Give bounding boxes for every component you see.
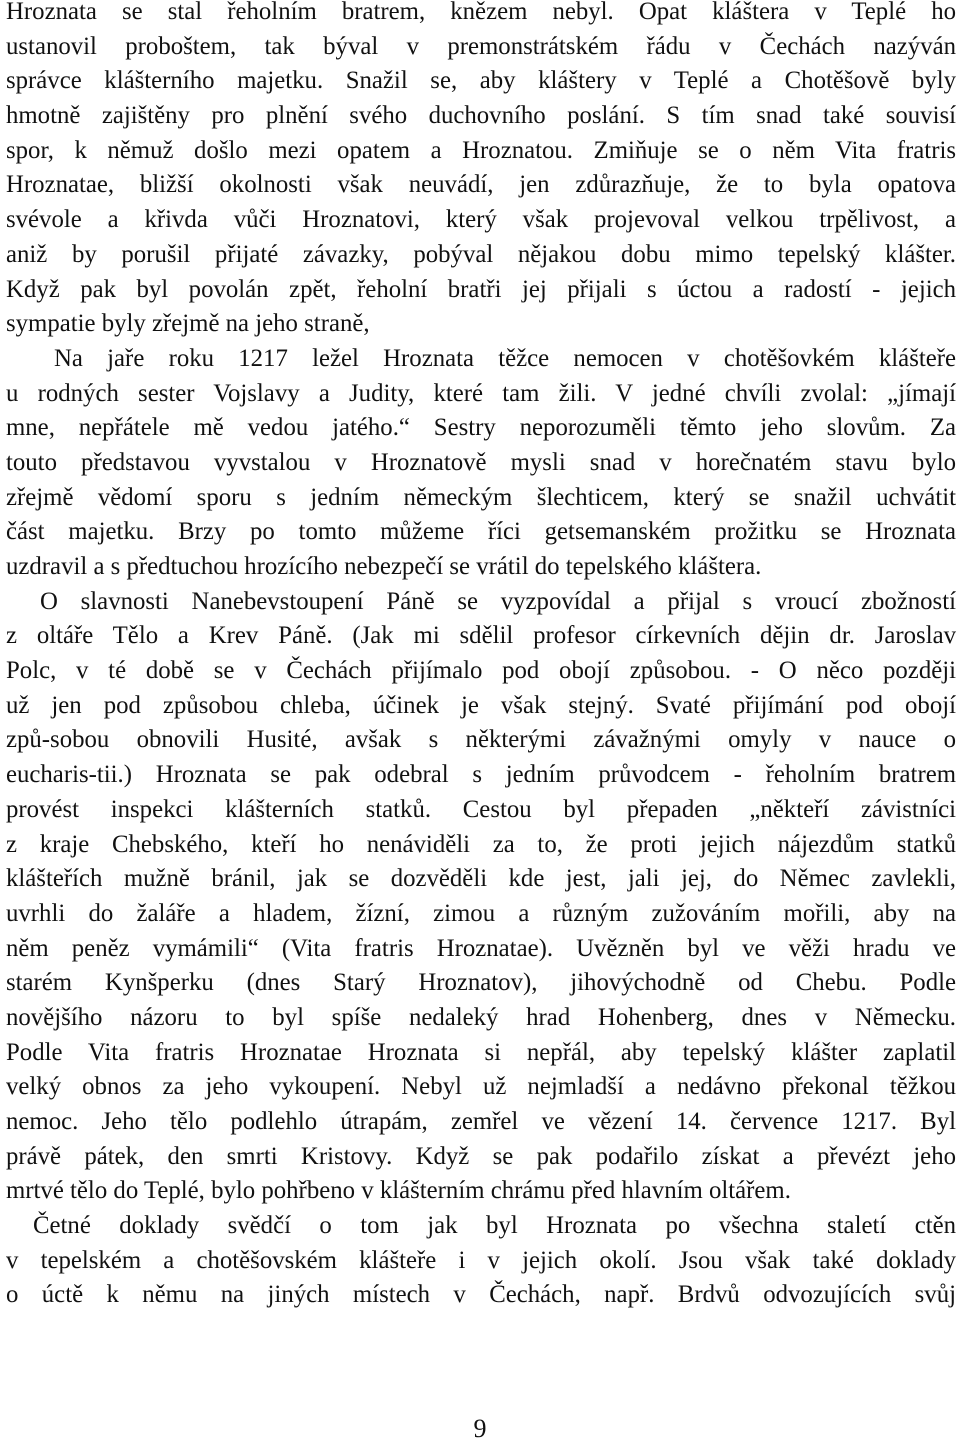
text-line: zřejmě vědomí sporu s jedním německým šlechticem, který se snažil uchvátit xyxy=(6,483,956,511)
text-line: z kraje Chebského, kteří ho nenáviděli za to, že proti jejich nájezdům statků xyxy=(6,830,956,858)
text-line: Když pak byl povolán zpět, řeholní bratři jej přijali s úctou a radostí - jejich xyxy=(6,275,956,303)
paragraph-4 xyxy=(6,1209,956,1313)
text-line: Polc, v té době se v Čechách přijímalo pod obojí způsobou. - O něco později xyxy=(6,657,956,685)
paragraph-2 xyxy=(6,342,956,585)
text-line: ustanovil proboštem, tak býval v premonstrátském řádu v Čechách nazýván xyxy=(6,32,956,60)
text-line: mne, nepřátele mě vedou jatého.“ Sestry neporozuměli těmto jeho slovům. Za xyxy=(6,414,956,442)
text-line: provést inspekci klášterních statků. Cestou byl přepaden „někteří závistníci xyxy=(6,795,956,823)
text-line: Četné doklady svědčí o tom jak byl Hroznata po všechna staletí ctěn xyxy=(33,1212,956,1240)
paragraph-3 xyxy=(6,585,956,1209)
text-line: u rodných sester Vojslavy a Judity, které tam žili. V jedné chvíli zvolal: „jímají xyxy=(6,379,956,407)
text-line: sympatie byly zřejmě na jeho straně, xyxy=(6,310,370,338)
text-line: nemoc. Jeho tělo podlehlo útrapám, zemřel ve vězení 14. července 1217. Byl xyxy=(6,1108,956,1135)
text-line: svévole a křivda vůči Hroznatovi, který však projevoval velkou trpělivost, a xyxy=(6,206,956,234)
text-line: správce klášterního majetku. Snažil se, aby kláštery v Teplé a Chotěšově byly xyxy=(6,67,956,95)
text-line: část majetku. Brzy po tomto můžeme říci getsemanském prožitku se Hroznata xyxy=(6,518,956,546)
text-line: v tepelském a chotěšovském klášteře i v jejich okolí. Jsou však také doklady xyxy=(6,1246,956,1274)
text-line: o úctě k němu na jiných místech v Čechách, např. Brdvů odvozujících svůj xyxy=(6,1281,956,1309)
text-line: mrtvé tělo do Teplé, bylo pohřbeno v klášterním chrámu před hlavním oltářem. xyxy=(6,1177,791,1205)
text-line: už jen pod způsobou chleba, účinek je však stejný. Svaté přijímání pod obojí xyxy=(6,691,956,719)
text-line: starém Kynšperku (dnes Starý Hroznatov), jihovýchodně od Chebu. Podle xyxy=(6,969,956,997)
text-line: novějšího názoru to byl spíše nedaleký hrad Hohenberg, dnes v Německu. xyxy=(6,1003,956,1031)
text-line: Hroznata se stal řeholním bratrem, knězem nebyl. Opat kláštera v Teplé ho xyxy=(6,0,956,25)
paragraph-1 xyxy=(6,0,956,342)
text-line: způ-sobou obnovili Husité, avšak s některými závažnými omyly v nauce o xyxy=(6,726,956,754)
text-line: eucharis-tii.) Hroznata se pak odebral s jedním průvodcem - řeholním bratrem xyxy=(6,761,956,789)
text-line: Hroznatae, bližší okolnosti však neuvádí, jen zdůrazňuje, že to byla opatova xyxy=(6,171,956,199)
text-line: Na jaře roku 1217 ležel Hroznata těžce nemocen v chotěšovkém klášteře xyxy=(54,344,956,372)
text-line: Podle Vita fratris Hroznatae Hroznata si nepřál, aby tepelský klášter zaplatil xyxy=(6,1038,956,1066)
text-line: O slavnosti Nanebevstoupení Páně se vyzpovídal a přijal s vroucí zbožností xyxy=(40,587,956,615)
page-number: 9 xyxy=(473,1414,487,1443)
text-line: aniž by porušil přijaté závazky, pobýval nějakou dobu mimo tepelský klášter. xyxy=(6,240,956,268)
text-line: touto představou vyvstalou v Hroznatově mysli snad v horečnatém stavu bylo xyxy=(6,448,956,476)
text-line: spor, k němuž došlo mezi opatem a Hroznatou. Zmiňuje se o něm Vita fratris xyxy=(6,136,956,164)
text-line: uzdravil a s předtuchou hrozícího nebezpečí se vrátil do tepelského kláštera. xyxy=(6,553,762,580)
body-text xyxy=(6,0,956,1313)
text-line: klášteřích mužně bránil, jak se dozvěděli kde jest, jali jej, do Němec zavlekli, xyxy=(6,865,956,893)
text-line: hmotně zajištěny pro plnění svého duchovního poslání. S tím snad také souvisí xyxy=(6,102,956,130)
text-line: z oltáře Tělo a Krev Páně. (Jak mi sdělil profesor církevních dějin dr. Jaroslav xyxy=(6,622,956,650)
text-line: něm peněz vymámili“ (Vita fratris Hroznatae). Uvězněn byl ve věži hradu ve xyxy=(6,934,956,962)
text-line: velký obnos za jeho vykoupení. Nebyl už nejmladší a nedávno překonal těžkou xyxy=(6,1073,956,1101)
text-line: právě pátek, den smrti Kristovy. Když se pak podařilo získat a převézt jeho xyxy=(6,1142,956,1170)
text-line: uvrhli do žaláře a hladem, žízní, zimou a různým zužováním mořili, aby na xyxy=(6,899,956,927)
